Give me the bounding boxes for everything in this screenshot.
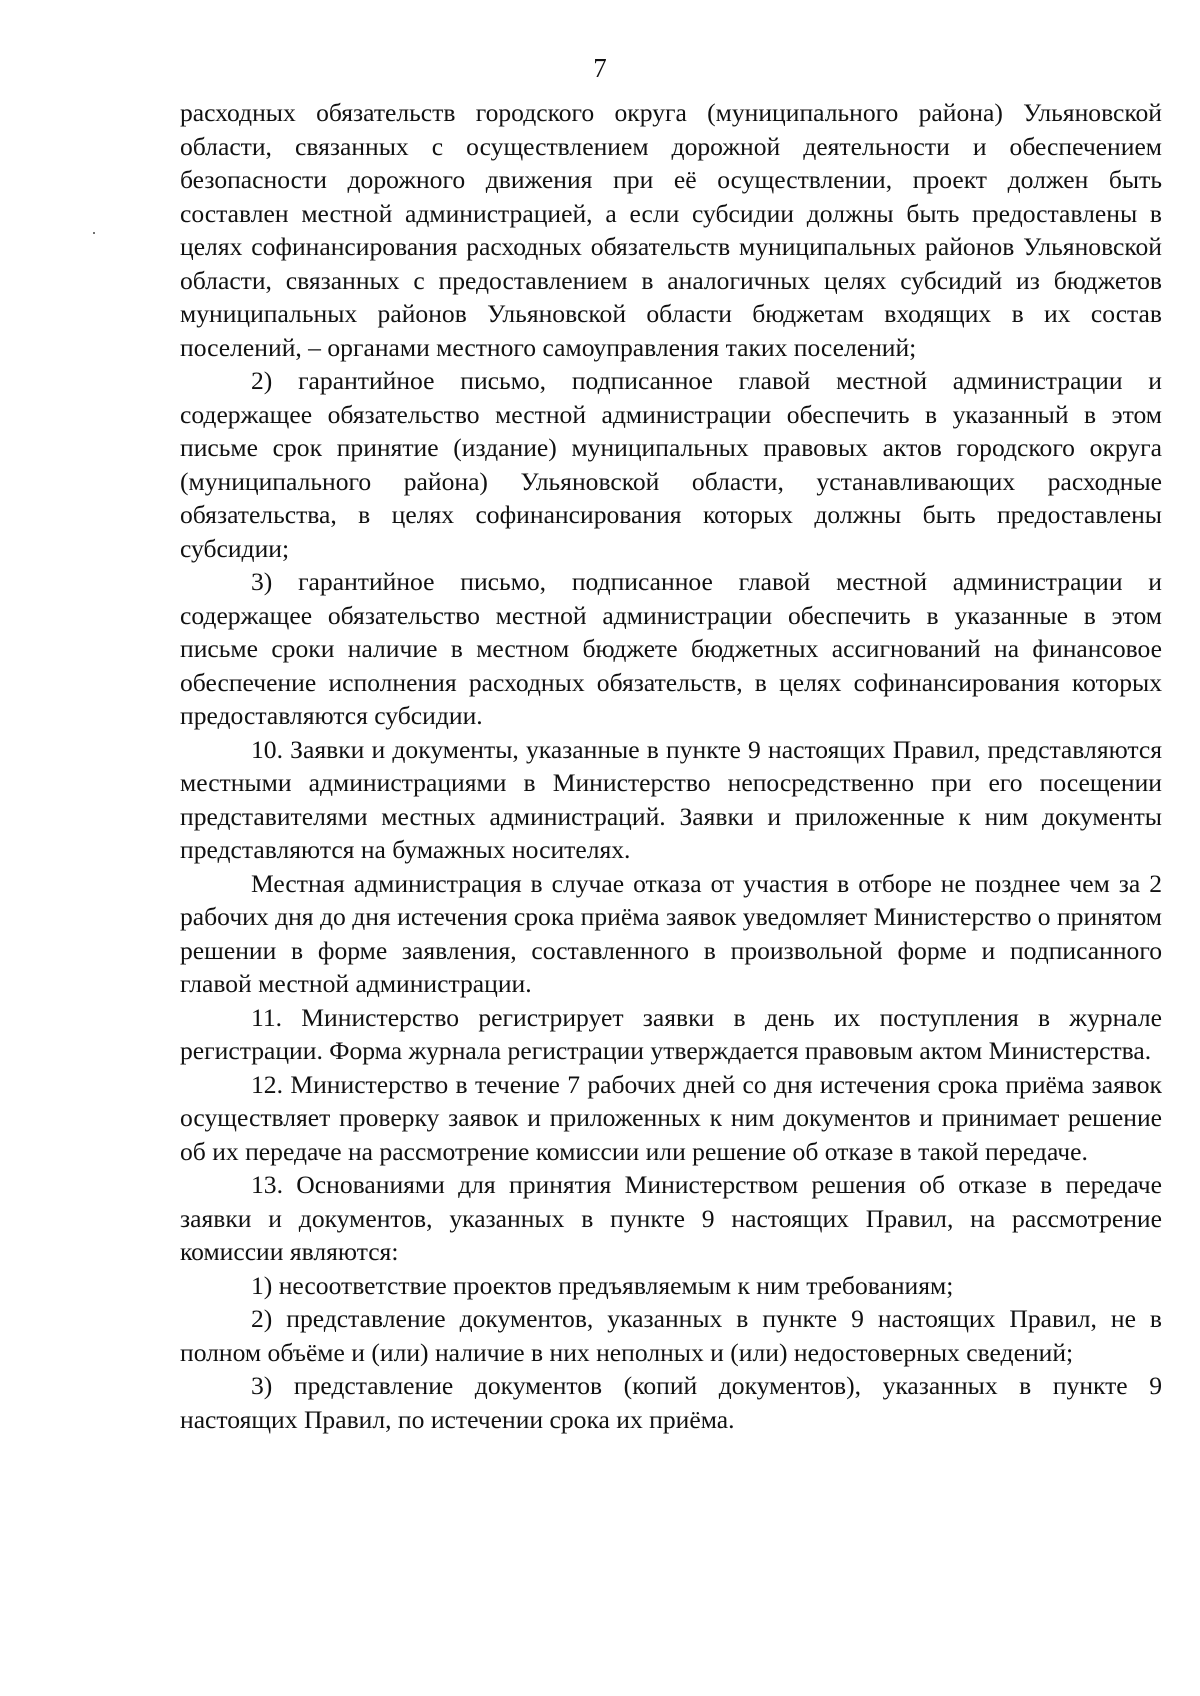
- paragraph-item-2: 2) гарантийное письмо, подписанное главой местной администрации и содержащее обязательство местной администрации обеспечить в указанный в этом письме срок принятие (издание) муниципальных правовых актов городского округа (муниципального района) Ульяновской области, устанавливающих расходные обязательства, в целях софинансирования которых должны быть предоставлены субсидии;: [180, 366, 1162, 563]
- paragraph-clause-10-refusal: Местная администрация в случае отказа от участия в отборе не позднее чем за 2 рабочих дня до дня истечения срока приёма заявок уведомляет Министерство о принятом решении в форме заявления, составленного в произвольной форме и подписанного главой местной администрации.: [180, 868, 1162, 998]
- paragraph-clause-13: 13. Основаниями для принятия Министерством решения об отказе в передаче заявки и документов, указанных в пункте 9 настоящих Правил, на рассмотрение комиссии являются:: [180, 1170, 1162, 1266]
- paragraph-clause-11: 11. Министерство регистрирует заявки в день их поступления в журнале регистрации. Форма журнала регистрации утверждается правовым актом Министерства.: [180, 1002, 1162, 1065]
- paragraph-clause-12: 12. Министерство в течение 7 рабочих дней со дня истечения срока приёма заявок осуществляет проверку заявок и приложенных к ним документов и принимает решение об их передаче на рассмотрение комиссии или решение об отказе в такой передаче.: [180, 1069, 1162, 1166]
- paragraph-clause-13-item-1: 1) несоответствие проектов предъявляемым к ним требованиям;: [251, 1270, 954, 1300]
- paragraph-continuation: расходных обязательств городского округа (муниципального района) Ульяновской области, связанных с осуществлением дорожной деятельности и обеспечением безопасности дорожного движения при её осуществлении, проект должен быть составлен местной администрацией, а если субсидии должны быть предоставлены в целях софинансирования расходных обязательств муниципальных районов Ульяновской области, связанных с предоставлением в аналогичных целях субсидий из бюджетов муниципальных районов Ульяновской области бюджетам входящих в их состав поселений, – органами местного самоуправления таких поселений;: [180, 98, 1162, 362]
- paragraph-clause-13-item-3: 3) представление документов (копий документов), указанных в пункте 9 настоящих Правил, по истечении срока их приёма.: [180, 1371, 1162, 1434]
- page-number: 7: [593, 53, 607, 83]
- document-body: [180, 96, 1162, 1436]
- paragraph-clause-13-item-2: 2) представление документов, указанных в пункте 9 настоящих Правил, не в полном объёме и (или) наличие в них неполных и (или) недостоверных сведений;: [180, 1304, 1162, 1367]
- paragraph-item-3: 3) гарантийное письмо, подписанное главой местной администрации и содержащее обязательство местной администрации обеспечить в указанные в этом письме сроки наличие в местном бюджете бюджетных ассигнований на финансовое обеспечение исполнения расходных обязательств, в целях софинансирования которых предоставляются субсидии.: [180, 567, 1162, 730]
- scan-speck: [93, 232, 95, 234]
- paragraph-clause-10: 10. Заявки и документы, указанные в пункте 9 настоящих Правил, представляются местными администрациями в Министерство непосредственно при его посещении представителями местных администраций. Заявки и приложенные к ним документы представляются на бумажных носителях.: [180, 734, 1162, 864]
